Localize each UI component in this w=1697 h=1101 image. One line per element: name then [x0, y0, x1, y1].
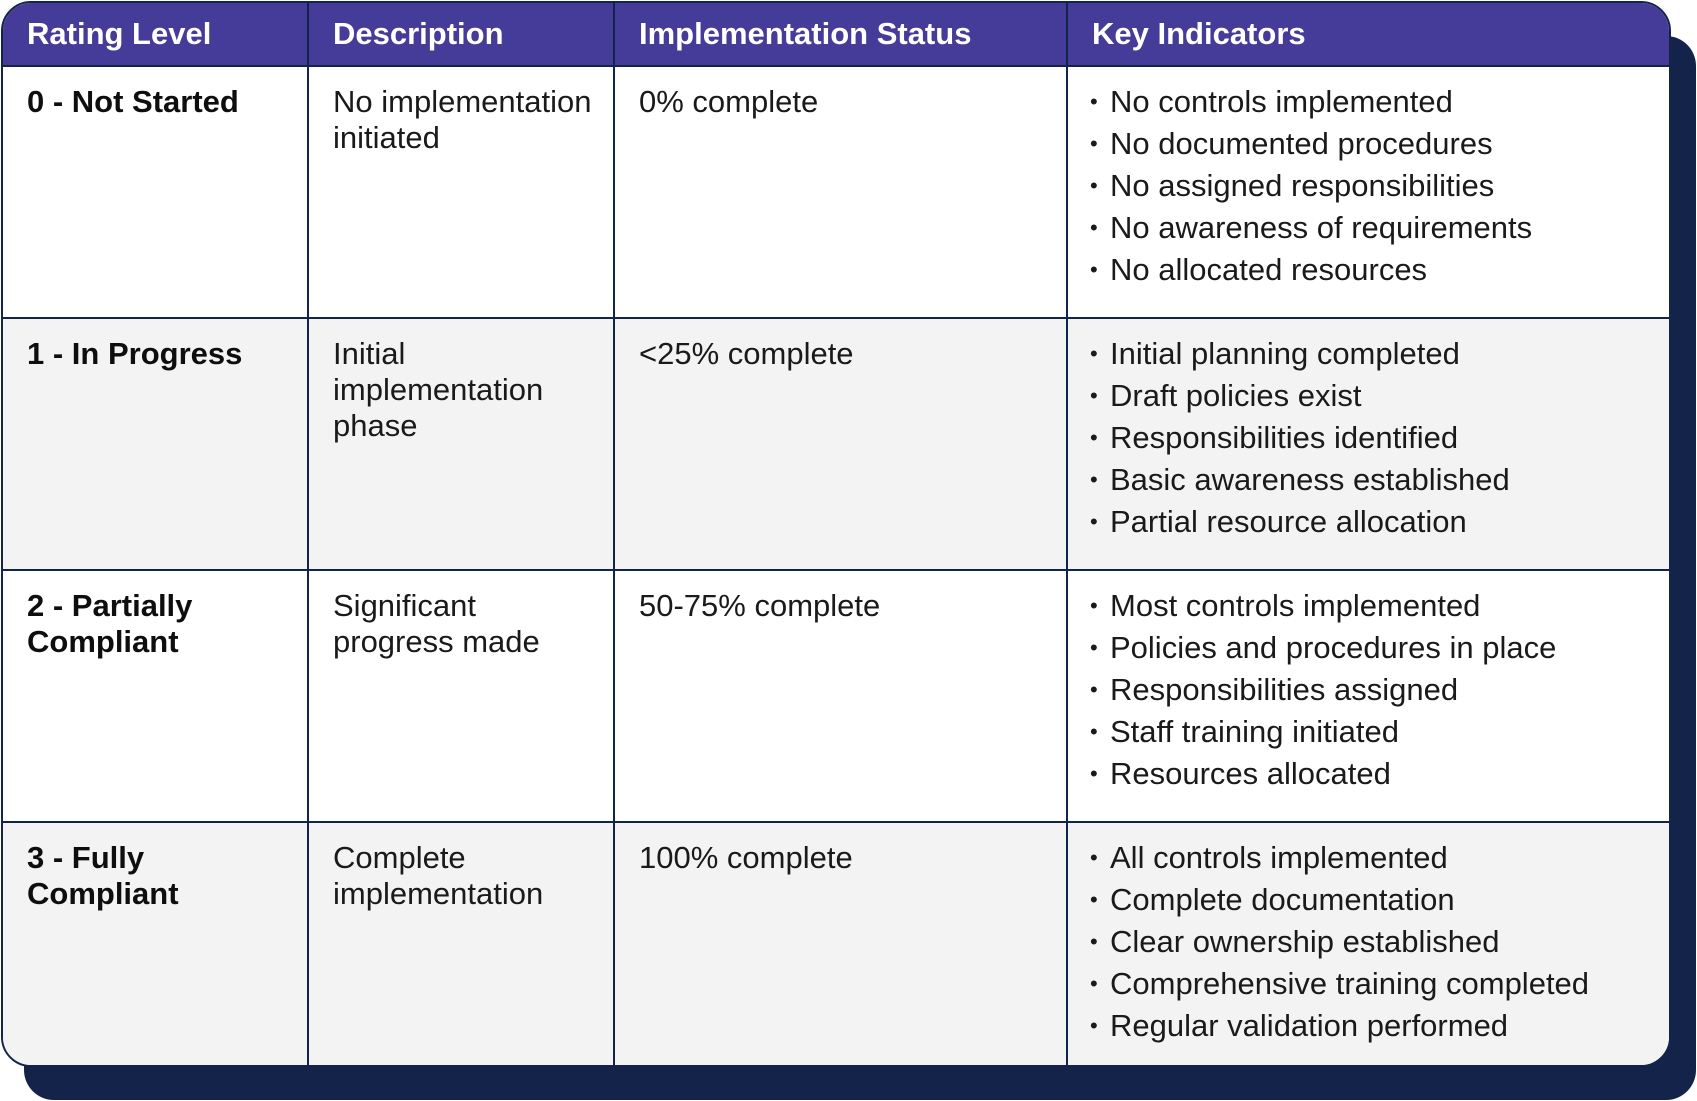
status-cell: 100% complete — [614, 822, 1067, 1065]
indicator-item: • Most controls implemented — [1090, 585, 1655, 627]
rating-level-cell: 2 - Partially Compliant — [3, 570, 308, 822]
indicator-list — [1090, 585, 1655, 795]
description-cell: Complete implementation — [308, 822, 614, 1065]
indicators-cell — [1067, 570, 1669, 822]
indicator-item: • Draft policies exist — [1090, 375, 1655, 417]
header-description: Description — [308, 3, 614, 66]
indicator-item: • Regular validation performed — [1090, 1005, 1655, 1047]
rating-levels-table — [3, 3, 1669, 1065]
header-implementation-status: Implementation Status — [614, 3, 1067, 66]
table-row — [3, 570, 1669, 822]
indicators-cell — [1067, 318, 1669, 570]
rating-level-cell: 3 - Fully Compliant — [3, 822, 308, 1065]
indicator-item: • Complete documentation — [1090, 879, 1655, 921]
status-cell: 50-75% complete — [614, 570, 1067, 822]
indicator-item: • No allocated resources — [1090, 249, 1655, 291]
rating-level-cell: 1 - In Progress — [3, 318, 308, 570]
table-header — [3, 3, 1669, 66]
indicator-item: • Responsibilities identified — [1090, 417, 1655, 459]
indicator-item: • Basic awareness established — [1090, 459, 1655, 501]
rating-table-card — [1, 1, 1671, 1067]
indicators-cell — [1067, 66, 1669, 318]
indicator-item: • Initial planning completed — [1090, 333, 1655, 375]
description-cell: Initial implementation phase — [308, 318, 614, 570]
description-cell: Significant progress made — [308, 570, 614, 822]
indicator-item: • Comprehensive training completed — [1090, 963, 1655, 1005]
indicator-item: • Responsibilities assigned — [1090, 669, 1655, 711]
indicator-list — [1090, 81, 1655, 291]
indicator-item: • Clear ownership established — [1090, 921, 1655, 963]
table-row — [3, 318, 1669, 570]
indicator-item: • No assigned responsibilities — [1090, 165, 1655, 207]
table-body — [3, 66, 1669, 1065]
status-cell: 0% complete — [614, 66, 1067, 318]
rating-level-cell: 0 - Not Started — [3, 66, 308, 318]
indicator-list — [1090, 333, 1655, 543]
header-rating-level: Rating Level — [3, 3, 308, 66]
table-row — [3, 66, 1669, 318]
indicator-item: • No awareness of requirements — [1090, 207, 1655, 249]
indicator-item: • Partial resource allocation — [1090, 501, 1655, 543]
indicator-item: • No documented procedures — [1090, 123, 1655, 165]
table-row — [3, 822, 1669, 1065]
indicator-item: • No controls implemented — [1090, 81, 1655, 123]
header-key-indicators: Key Indicators — [1067, 3, 1669, 66]
indicators-cell — [1067, 822, 1669, 1065]
status-cell: <25% complete — [614, 318, 1067, 570]
indicator-list — [1090, 837, 1655, 1047]
indicator-item: • Staff training initiated — [1090, 711, 1655, 753]
indicator-item: • All controls implemented — [1090, 837, 1655, 879]
header-row — [3, 3, 1669, 66]
indicator-item: • Resources allocated — [1090, 753, 1655, 795]
description-cell: No implementation initiated — [308, 66, 614, 318]
indicator-item: • Policies and procedures in place — [1090, 627, 1655, 669]
